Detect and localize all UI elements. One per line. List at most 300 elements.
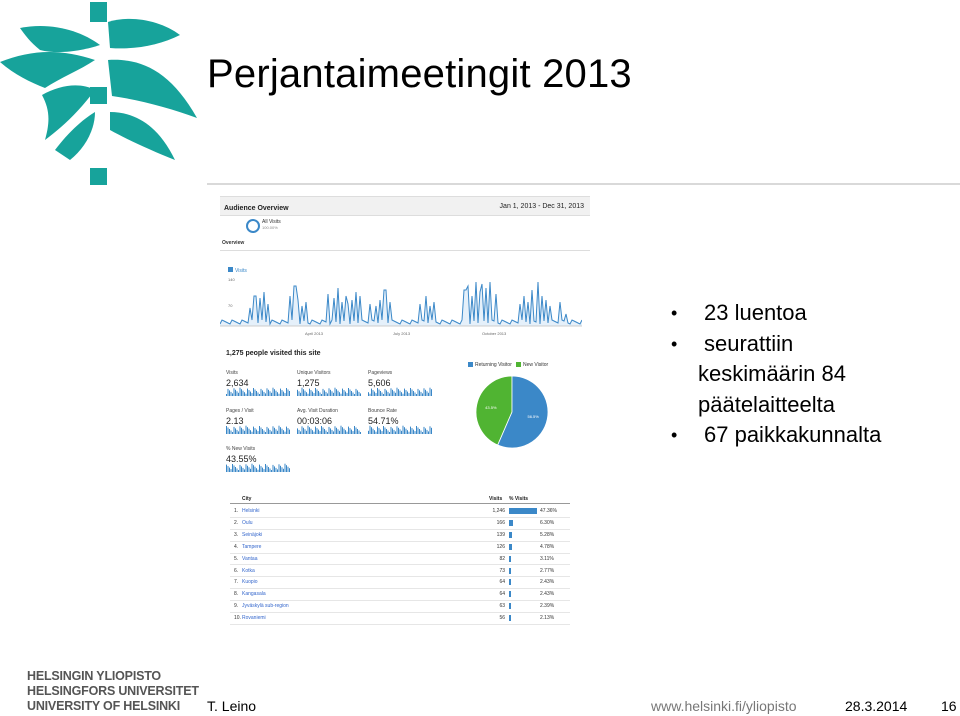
sparkline-bar <box>391 427 392 434</box>
sparkline-bar <box>385 389 386 396</box>
sparkline-bar <box>421 431 422 435</box>
sparkline-bar <box>256 468 257 472</box>
footer-author: T. Leino <box>207 698 257 714</box>
sparkline-bar <box>235 390 236 396</box>
pie-legend-new <box>516 362 548 368</box>
sparkline-bar <box>314 432 315 434</box>
sparkline-bar <box>253 388 254 396</box>
city-pct: 2.43% <box>540 591 555 598</box>
sparkline-bar <box>383 394 384 396</box>
metric-label: Pageviews <box>368 370 393 376</box>
sparkline-bar <box>406 390 407 396</box>
sparkline-bar <box>270 430 271 434</box>
city-row-index: 1. <box>234 508 239 514</box>
sparkline-bar <box>285 464 286 472</box>
pie-legend-returning <box>468 362 512 368</box>
sparkline-bar <box>338 391 339 396</box>
sparkline-bar <box>228 466 229 472</box>
metric-value: 1,275 <box>297 378 320 388</box>
sparkline-bar <box>406 429 407 434</box>
sparkline-bar <box>320 393 321 397</box>
sparkline-bar <box>258 393 259 397</box>
sparkline-bar <box>234 466 235 473</box>
sparkline-bar <box>356 389 357 396</box>
sparkline-bar <box>430 388 431 396</box>
city-row-index: 8. <box>234 591 239 598</box>
sparkline-bar <box>238 431 239 434</box>
pie-slice-label: 56.5% <box>527 413 539 419</box>
city-visits: 73 <box>499 567 505 574</box>
bullet-dot-icon: • <box>671 303 678 323</box>
sparkline-bar <box>232 464 233 472</box>
sparkline-bar <box>261 389 262 396</box>
sparkline-bar <box>353 431 354 434</box>
bullet-text: 67 paikkakunnalta <box>704 422 882 447</box>
sparkline-bar <box>305 391 306 396</box>
sparkline-bar <box>231 392 232 396</box>
sparkline-bar <box>407 430 408 434</box>
sparkline-bar <box>388 392 389 396</box>
column-header-pct: % Visits <box>509 496 529 502</box>
sparkline-bar <box>226 465 227 472</box>
sparkline-bar <box>262 468 263 472</box>
sparkline-bar <box>345 430 346 434</box>
sparkline-bar <box>255 390 256 397</box>
city-row-index: 4. <box>234 543 239 550</box>
footer-url: www.helsinki.fi/yliopisto <box>651 698 797 714</box>
sparkline-bar <box>392 428 393 434</box>
sparkline-bar <box>249 390 250 396</box>
sparkline-bar <box>241 428 242 434</box>
tab-overview: Overview <box>222 240 245 246</box>
sparkline-bar <box>265 464 266 472</box>
city-row-index: 5. <box>234 555 239 562</box>
city-visits: 1,246 <box>492 508 505 514</box>
sparkline-bar <box>226 394 227 396</box>
sparkline-bar <box>342 389 343 396</box>
sparkline-bar <box>238 393 239 396</box>
sparkline-bar <box>250 430 251 434</box>
sparkline-bar <box>377 427 378 434</box>
sparkline-bar <box>243 391 244 396</box>
sparkline-bar <box>252 432 253 434</box>
sparkline-bar <box>388 431 389 435</box>
city-share-bar <box>509 520 513 526</box>
city-visits: 63 <box>499 603 505 610</box>
sparkline-bar <box>288 390 289 397</box>
sparkline-bar <box>247 427 248 434</box>
sparkline-bar <box>282 467 283 472</box>
y-tick: 70 <box>228 303 233 308</box>
sparkline-bar <box>368 392 369 396</box>
sparkline-bar <box>347 393 348 396</box>
sparkline-bar <box>350 390 351 397</box>
sparkline-bar <box>258 470 259 472</box>
sparkline-bar <box>311 429 312 434</box>
sparkline-bar <box>353 393 354 397</box>
city-share-bar <box>509 615 511 621</box>
sparkline-bar <box>253 427 254 434</box>
visits-legend: Visits <box>228 267 247 274</box>
city-share-bar <box>509 579 511 585</box>
sparkline-bar <box>382 431 383 434</box>
sparkline-bar <box>259 426 260 434</box>
city-row-index: 3. <box>234 531 239 538</box>
sparkline-bar <box>354 394 355 396</box>
sparkline-bar <box>311 390 312 396</box>
city-visits: 166 <box>496 519 505 526</box>
sparkline-bar <box>403 394 404 396</box>
sparkline-bar <box>374 430 375 434</box>
sparkline-bar <box>276 391 277 396</box>
sparkline-bar <box>339 431 340 434</box>
sparkline-bar <box>277 431 278 434</box>
sparkline-bar <box>418 428 419 435</box>
sparkline-bar <box>297 428 298 434</box>
sparkline-bar <box>386 390 387 396</box>
sparkline-bar <box>244 469 245 472</box>
sparkline-bar <box>231 431 232 435</box>
legend-swatch <box>468 362 473 367</box>
sparkline-bar <box>368 431 369 434</box>
sparkline-bar <box>305 429 306 434</box>
sparkline-bar <box>332 391 333 396</box>
sparkline-bar <box>371 427 372 434</box>
bullet-item <box>665 298 881 329</box>
sparkline-bar <box>401 431 402 434</box>
sparkline-bar <box>300 431 301 434</box>
sparkline-bar <box>383 426 384 434</box>
city-name-link[interactable]: Kangasala <box>242 591 266 598</box>
city-name-link[interactable]: Vantaa <box>242 555 258 562</box>
sparkline-bar <box>350 428 351 434</box>
sparkline-bar <box>422 393 423 396</box>
sparkline-bar <box>321 394 322 396</box>
sparkline-bar <box>276 468 277 472</box>
sparkline-bar <box>268 428 269 434</box>
sparkline-bar <box>398 389 399 396</box>
sparkline-bar <box>333 431 334 434</box>
sparkline-bar <box>280 427 281 434</box>
sparkline-bar <box>247 466 248 472</box>
legend-swatch <box>516 362 521 367</box>
sparkline-bar <box>327 393 328 396</box>
sparkline-bar <box>246 464 247 472</box>
sparkline-bar <box>312 392 313 396</box>
sparkline-bar <box>285 393 286 396</box>
sparkline-bar <box>312 430 313 434</box>
sparkline-bar <box>427 430 428 434</box>
city-pct: 5.28% <box>540 531 555 538</box>
sparkline-bar <box>430 426 431 434</box>
sparkline-bar <box>277 469 278 472</box>
metric-label: Avg. Visit Duration <box>297 408 338 414</box>
metric-value: 43.55% <box>226 454 257 464</box>
sparkline-bar <box>262 390 263 396</box>
sparkline-bar <box>344 429 345 434</box>
university-flame-logo <box>0 0 205 190</box>
column-header-visits: Visits <box>489 496 503 502</box>
sparkline-bar <box>237 469 238 473</box>
legend-label: Returning Visitor <box>475 362 512 368</box>
metric-value: 2.13 <box>226 416 244 426</box>
sparkline-bar <box>308 426 309 434</box>
metric-value: 54.71% <box>368 416 399 426</box>
sparkline-bar <box>309 427 310 434</box>
bullet-text: 23 luentoa <box>704 300 807 325</box>
sparkline-bar <box>265 432 266 434</box>
footer-date: 28.3.2014 <box>845 698 908 714</box>
sparkline-bar <box>348 388 349 396</box>
city-pct: 2.43% <box>540 579 555 586</box>
segment-sub: 100.00% <box>262 225 278 230</box>
sparkline-bar <box>234 427 235 434</box>
sparkline-bar <box>327 432 328 434</box>
city-share-bar <box>509 591 511 597</box>
sparkline <box>226 426 290 434</box>
sparkline-bar <box>237 430 238 434</box>
sparkline-bar <box>320 431 321 434</box>
sparkline-bar <box>276 429 277 434</box>
sparkline-bar <box>412 390 413 397</box>
city-visits: 64 <box>499 579 505 586</box>
sparkline-bar <box>300 393 301 396</box>
sparkline-bar <box>419 390 420 396</box>
pie-slice-label: 43.5% <box>485 405 497 411</box>
sparkline-bar <box>264 431 265 435</box>
sparkline-bar <box>416 426 417 434</box>
sparkline-bar <box>389 432 390 434</box>
sparkline-bar <box>394 430 395 434</box>
sparkline-bar <box>273 388 274 396</box>
sparkline-bar <box>422 432 423 434</box>
sparkline-bar <box>370 426 371 434</box>
sparkline-bar <box>380 430 381 434</box>
city-share-bar <box>509 603 511 609</box>
university-wordmark <box>27 669 199 714</box>
sparkline-bar <box>299 430 300 434</box>
sparkline-bar <box>229 429 230 434</box>
sparkline-bar <box>270 391 271 396</box>
sparkline-bar <box>255 428 256 434</box>
city-table <box>230 493 570 625</box>
sparkline-bar <box>376 432 377 434</box>
metric-label: Visits <box>226 370 238 376</box>
sparkline-bar <box>286 465 287 472</box>
sparkline-bar <box>255 467 256 472</box>
sparkline-bar <box>315 388 316 396</box>
sparkline-bar <box>428 431 429 434</box>
city-name-link[interactable]: Kuopio <box>242 579 258 586</box>
sparkline-bar <box>250 469 251 472</box>
wordmark-line: UNIVERSITY OF HELSINKI <box>27 699 181 713</box>
bullet-continuation: päätelaitteelta <box>698 391 835 417</box>
sparkline-bar <box>274 466 275 472</box>
sparkline-bar <box>400 429 401 434</box>
sparkline-bar <box>261 428 262 435</box>
sparkline-bar <box>302 426 303 434</box>
sparkline-bar <box>289 468 290 472</box>
sparkline-bar <box>326 431 327 435</box>
sparkline-bar <box>404 427 405 434</box>
bullet-dot-icon: • <box>671 425 678 445</box>
table-row <box>230 612 570 625</box>
sparkline-bar <box>286 388 287 396</box>
sparkline-bar <box>357 429 358 434</box>
sparkline-bar <box>356 428 357 435</box>
sparkline-bar <box>397 426 398 434</box>
sparkline-bar <box>314 393 315 396</box>
sparkline-bar <box>288 467 289 472</box>
sparkline-bar <box>379 428 380 434</box>
sparkline-bar <box>339 392 340 396</box>
sparkline-bar <box>283 469 284 472</box>
sparkline-bar <box>326 392 327 396</box>
sparkline-bar <box>264 469 265 472</box>
sparkline-bar <box>306 431 307 434</box>
sparkline-bar <box>359 392 360 396</box>
page-number: 16 <box>941 698 957 714</box>
sparkline-bar <box>289 430 290 434</box>
sparkline-bar <box>323 428 324 435</box>
visitor-pie-chart <box>474 374 550 450</box>
sparkline-bar <box>267 388 268 396</box>
sparkline-bar <box>391 388 392 396</box>
sparkline-bar <box>318 391 319 396</box>
x-tick: April 2013 <box>305 331 324 336</box>
metric-value: 5,606 <box>368 378 391 388</box>
sparkline-bar <box>302 388 303 396</box>
sparkline-bar <box>283 392 284 396</box>
sparkline-bar <box>403 426 404 434</box>
sparkline-bar <box>418 389 419 396</box>
city-name-link[interactable]: Oulu <box>242 519 253 526</box>
sparkline-bar <box>241 466 242 472</box>
sparkline-bar <box>345 392 346 396</box>
sparkline-bar <box>413 391 414 396</box>
sparkline-bar <box>247 389 248 396</box>
sparkline-bar <box>401 392 402 396</box>
sparkline-bar <box>385 428 386 435</box>
city-name-link[interactable]: Helsinki <box>242 508 260 514</box>
sparkline-bar <box>419 429 420 434</box>
city-name-link[interactable]: Jyväskylä sub-region <box>242 603 289 610</box>
sparkline-bar <box>252 464 253 472</box>
sparkline-bar <box>413 430 414 434</box>
metric-label: Pages / Visit <box>226 408 254 414</box>
city-name-link[interactable]: Tampere <box>242 543 262 550</box>
sparkline-bar <box>347 432 348 434</box>
sparkline-bar <box>271 431 272 434</box>
sparkline-bar <box>421 392 422 396</box>
x-tick: October 2013 <box>482 331 507 336</box>
slide-title: Perjantaimeetingit 2013 <box>207 52 632 96</box>
city-row-index: 2. <box>234 519 239 526</box>
sparkline-bar <box>249 429 250 434</box>
sparkline-bar <box>323 389 324 396</box>
sparkline-bar <box>267 466 268 473</box>
city-share-bar <box>509 556 511 562</box>
sparkline-bar <box>268 467 269 472</box>
header-rule <box>230 503 570 504</box>
city-name-link[interactable]: Kotka <box>242 567 255 574</box>
sparkline-bar <box>244 431 245 434</box>
metric-value: 00:03:06 <box>297 416 333 426</box>
sparkline-bar <box>415 431 416 434</box>
sparkline-bar <box>341 394 342 396</box>
city-pct: 3.11% <box>540 555 554 562</box>
sparkline-bar <box>397 388 398 396</box>
segment-label: All Visits <box>262 219 281 225</box>
sparkline-bar <box>280 389 281 396</box>
bullet-list <box>665 298 881 451</box>
sparkline-bar <box>253 465 254 472</box>
sparkline-bar <box>289 391 290 396</box>
sparkline-bar <box>280 466 281 472</box>
bullet-item <box>665 420 881 451</box>
sparkline-bar <box>351 430 352 434</box>
sparkline-bar <box>231 469 232 472</box>
sparkline-bar <box>235 428 236 434</box>
sparkline-bar <box>240 465 241 472</box>
sparkline-bar <box>308 394 309 396</box>
sparkline-bar <box>240 388 241 396</box>
city-pct: 4.78% <box>540 543 555 550</box>
sparkline-bar <box>357 390 358 396</box>
sparkline-bar <box>232 432 233 434</box>
sparkline-bar <box>279 464 280 472</box>
city-share-bar <box>509 544 512 550</box>
city-row-index: 6. <box>234 567 239 574</box>
sparkline-bar <box>360 393 361 396</box>
sparkline-bar <box>229 390 230 396</box>
sparkline-bar <box>324 429 325 434</box>
city-visits: 139 <box>496 531 505 538</box>
sparkline <box>368 426 432 434</box>
x-tick: July 2013 <box>393 331 411 336</box>
sparkline-bar <box>373 390 374 396</box>
sparkline-bar <box>241 389 242 396</box>
sparkline-bar <box>297 390 298 396</box>
sparkline-bar <box>282 390 283 396</box>
city-pct: 2.13% <box>540 615 555 622</box>
city-name-link[interactable]: Rovaniemi <box>242 615 266 622</box>
city-pct: 2.39% <box>540 603 555 610</box>
sparkline-bar <box>299 391 300 396</box>
sparkline-bar <box>359 431 360 435</box>
sparkline-bar <box>330 390 331 396</box>
city-row-index: 9. <box>234 603 239 610</box>
sparkline <box>226 388 290 396</box>
city-visits: 82 <box>499 555 505 562</box>
column-header-city: City <box>242 496 252 502</box>
sparkline-bar <box>273 426 274 434</box>
sparkline-bar <box>249 467 250 472</box>
sparkline-bar <box>321 426 322 434</box>
city-visits: 64 <box>499 591 505 598</box>
sparkline-bar <box>336 428 337 434</box>
sparkline-bar <box>226 426 227 434</box>
sparkline-bar <box>252 393 253 396</box>
city-name-link[interactable]: Seinäjoki <box>242 531 263 538</box>
sparkline-bar <box>315 427 316 434</box>
y-tick: 140 <box>228 277 235 282</box>
sparkline-bar <box>264 392 265 396</box>
sparkline-bar <box>335 426 336 434</box>
sparkline-bar <box>258 431 259 434</box>
wordmark-line: HELSINGIN YLIOPISTO <box>27 669 161 683</box>
city-share-bar <box>509 508 537 514</box>
